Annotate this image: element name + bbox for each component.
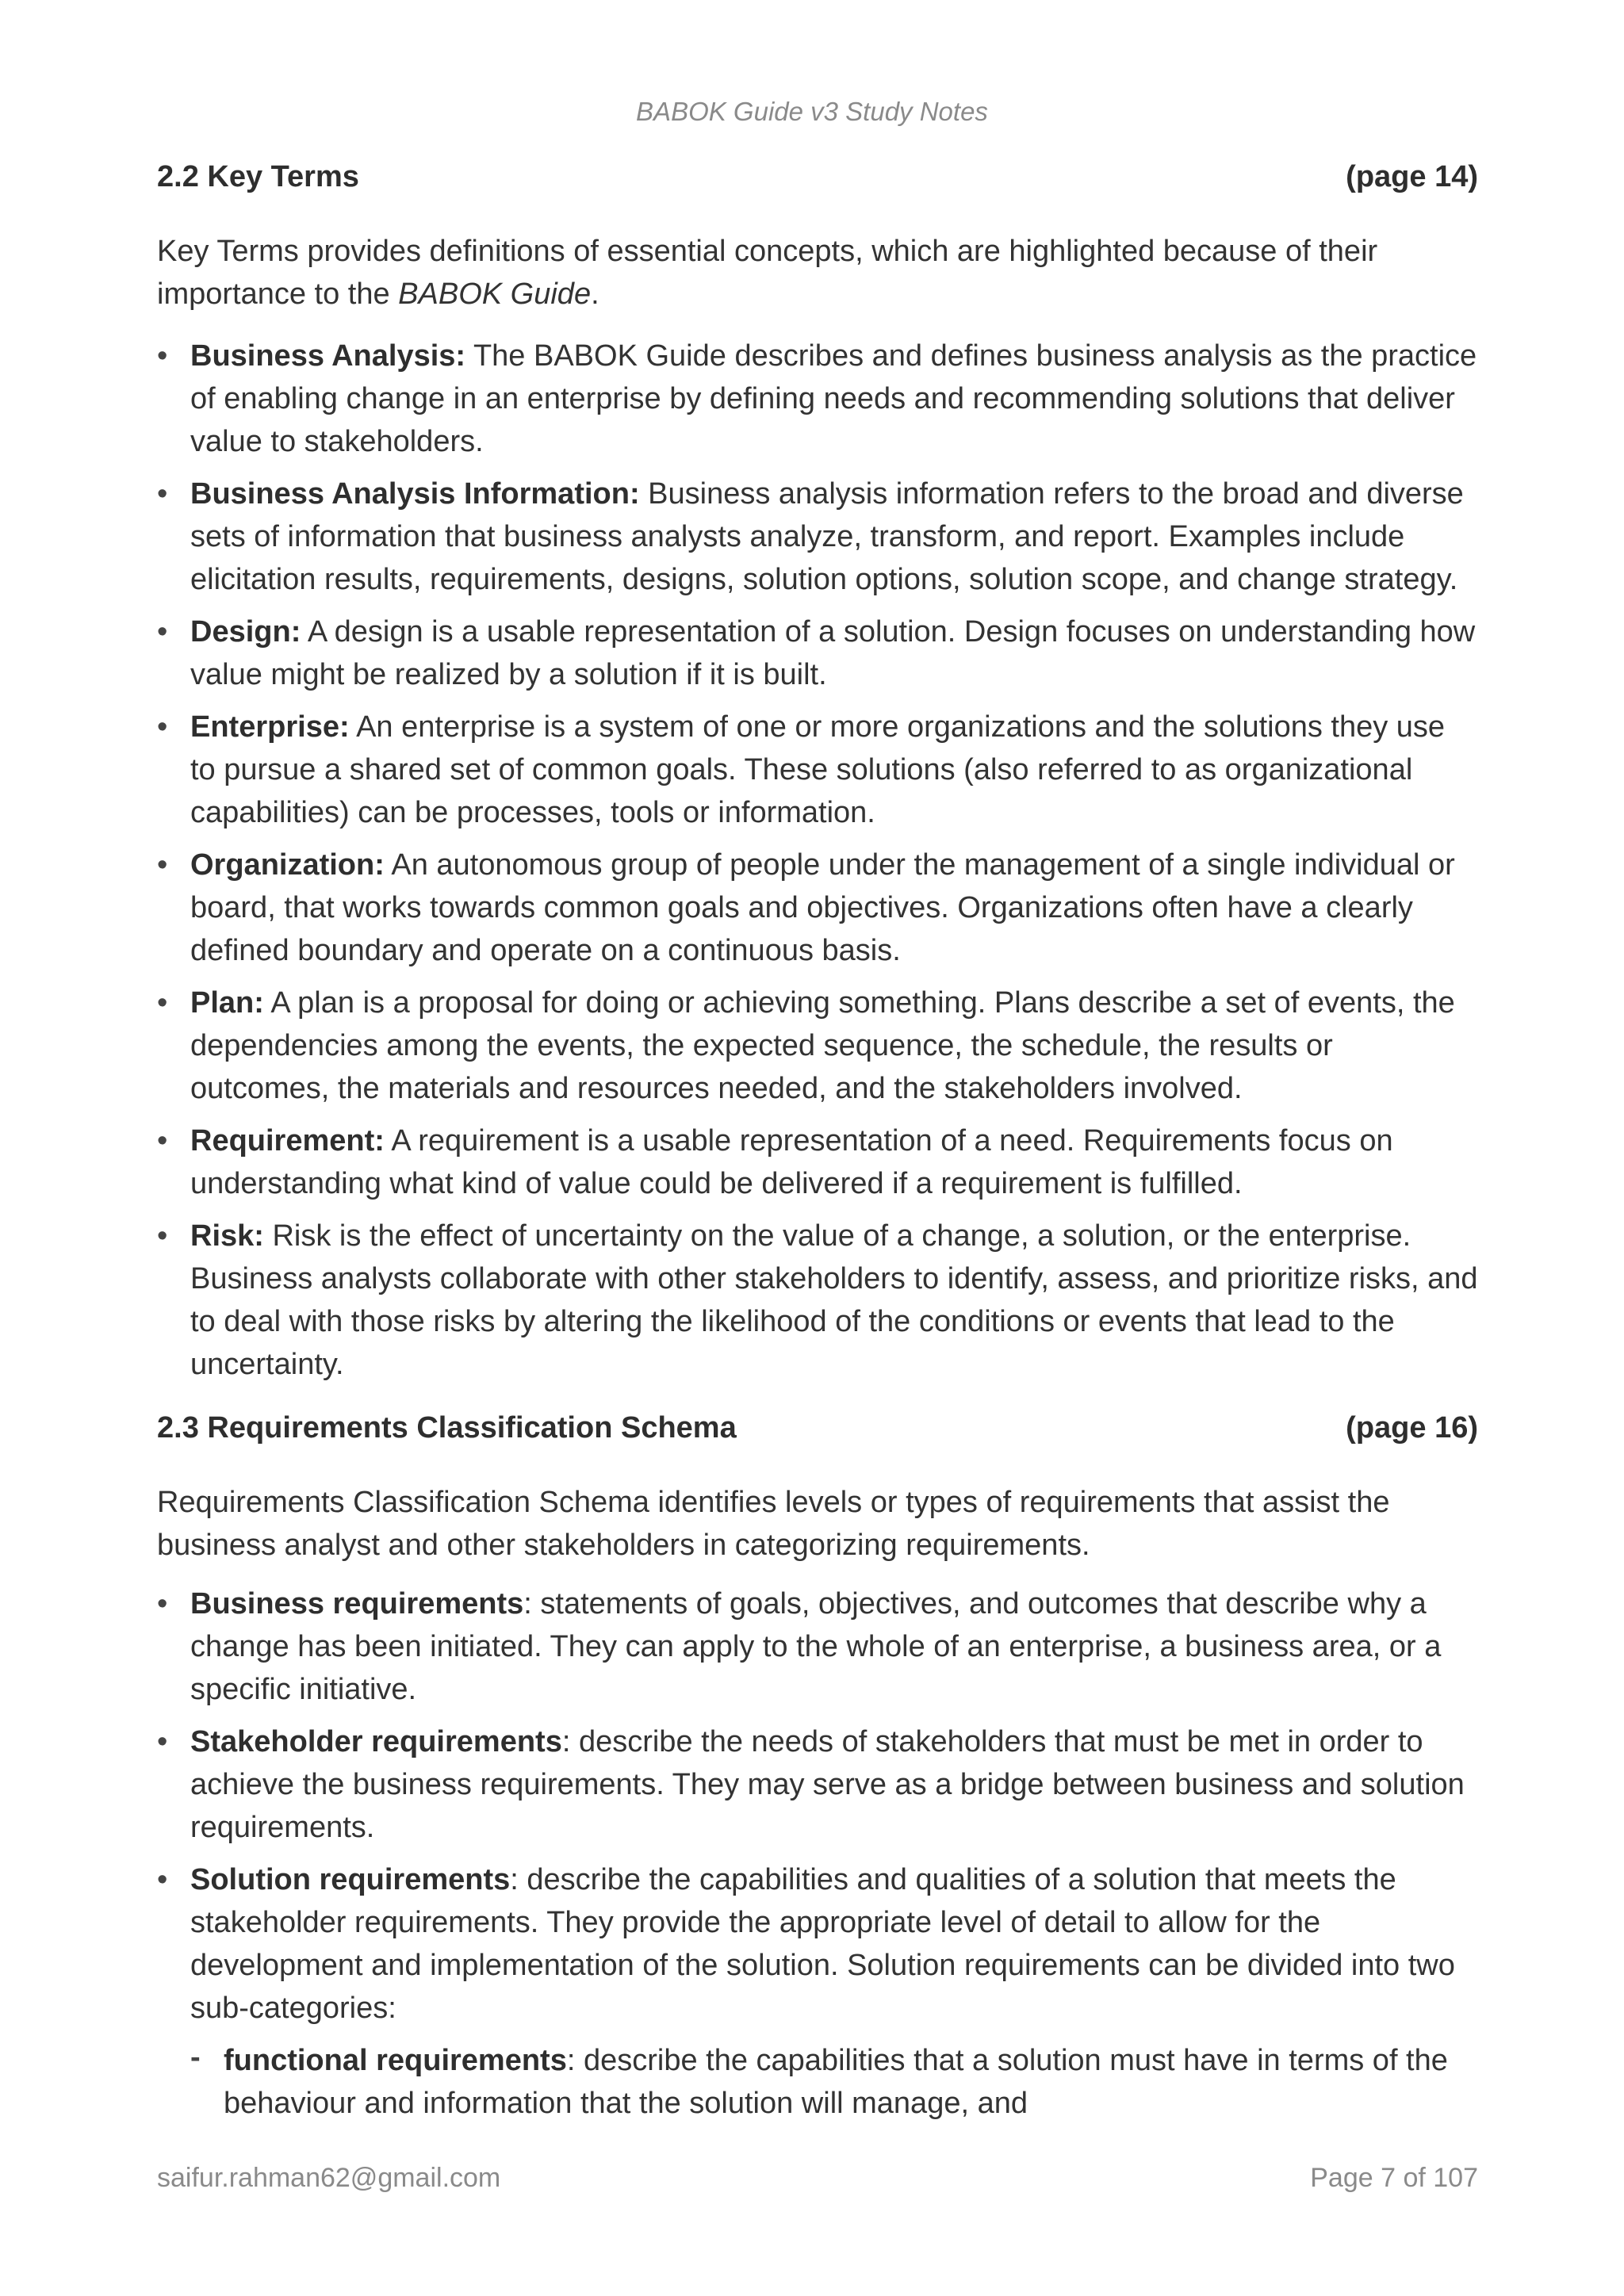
- section-page-ref: (page 14): [1346, 160, 1478, 193]
- footer-email: saifur.rahman62@gmail.com: [157, 2163, 501, 2193]
- page-content: [157, 155, 1478, 2125]
- list-item: [157, 335, 1478, 463]
- section-title: 2.2 Key Terms: [157, 160, 359, 193]
- list-item: [157, 610, 1478, 696]
- section-heading-key-terms: [157, 155, 1478, 198]
- page-footer: [157, 2163, 1478, 2194]
- sub-category-list: [190, 2039, 1478, 2125]
- term-label: Business Analysis Information:: [190, 477, 640, 511]
- list-item: [157, 473, 1478, 601]
- list-item: [157, 982, 1478, 1110]
- term-label: Organization:: [190, 848, 385, 882]
- list-item: [157, 706, 1478, 834]
- term-definition: A design is a usable representation of a solution. Design focuses on understanding how value might be realized by a solution if it is built.: [190, 615, 1476, 691]
- list-item: [157, 1582, 1478, 1711]
- key-terms-list: [157, 335, 1478, 1386]
- term-label: Requirement:: [190, 1124, 385, 1158]
- term-label: Risk:: [190, 1219, 264, 1253]
- classification-list: [157, 1582, 1478, 2125]
- sub-list-item: [190, 2039, 1478, 2125]
- section-title: 2.3 Requirements Classification Schema: [157, 1411, 737, 1445]
- term-definition: : statements of goals, objectives, and outcomes that describe why a change has been initiated. They can apply to the whole of an enterprise, a business area, or a specific initiative.: [190, 1587, 1442, 1706]
- footer-page-number: Page 7 of 107: [1310, 2163, 1478, 2193]
- intro-text: Key Terms provides definitions of essential concepts, which are highlighted because of their importance to the: [157, 235, 1378, 311]
- term-label: functional requirements: [224, 2044, 567, 2077]
- term-label: Design:: [190, 615, 301, 649]
- list-item: [157, 1720, 1478, 1849]
- section-page-ref: (page 16): [1346, 1411, 1478, 1445]
- term-label: Enterprise:: [190, 710, 350, 744]
- term-label: Plan:: [190, 986, 264, 1020]
- term-definition: The BABOK Guide describes and defines business analysis as the practice of enabling change in an enterprise by defining needs and recommending solutions that deliver value to stakeholders.: [190, 339, 1477, 458]
- term-label: Business Analysis:: [190, 339, 466, 373]
- term-definition: Business analysis information refers to the broad and diverse sets of information that business analysts analyze, transform, and report. Examples include elicitation results, requirements, designs, solution options, solution scope, and change strategy.: [190, 477, 1464, 596]
- list-item: [157, 844, 1478, 972]
- term-definition: : describe the capabilities that a solution must have in terms of the behaviour and information that the solution will manage, and: [224, 2044, 1448, 2120]
- key-terms-intro: [157, 230, 1478, 316]
- term-definition: : describe the capabilities and qualities of a solution that meets the stakeholder requirements. They provide the appropriate level of detail to allow for the development and implementation of the solution. Solution requirements can be divided into two sub-categories:: [190, 1863, 1455, 2025]
- term-definition: An enterprise is a system of one or more organizations and the solutions they use to pursue a shared set of common goals. These solutions (also referred to as organizational capabilities) can be processes, tools or information.: [190, 710, 1446, 829]
- section-heading-requirements-classification: [157, 1406, 1478, 1449]
- running-header: BABOK Guide v3 Study Notes: [636, 97, 988, 126]
- term-definition: Risk is the effect of uncertainty on the value of a change, a solution, or the enterprise. Business analysts collaborate with other stakeholders to identify, assess, and prioritize risks, and to deal with those risks by altering the likelihood of the conditions or events that lead to the uncertainty.: [190, 1219, 1478, 1381]
- list-item: [157, 1215, 1478, 1386]
- term-definition: A requirement is a usable representation of a need. Requirements focus on understanding what kind of value could be delivered if a requirement is fulfilled.: [190, 1124, 1393, 1200]
- term-definition: An autonomous group of people under the management of a single individual or board, that works towards common goals and objectives. Organizations often have a clearly defined boundary and operate on a continuous basis.: [190, 848, 1455, 967]
- intro-suffix: .: [591, 277, 599, 311]
- intro-italic-title: BABOK Guide: [398, 277, 592, 311]
- term-label: Solution requirements: [190, 1863, 511, 1896]
- list-item: [157, 1858, 1478, 2125]
- list-item: [157, 1119, 1478, 1205]
- classification-intro: Requirements Classification Schema identifies levels or types of requirements that assist the business analyst and other stakeholders in categorizing requirements.: [157, 1486, 1390, 1562]
- term-label: Stakeholder requirements: [190, 1725, 562, 1758]
- term-label: Business requirements: [190, 1587, 524, 1621]
- term-definition: A plan is a proposal for doing or achieving something. Plans describe a set of events, the dependencies among the events, the expected sequence, the schedule, the results or outcomes, the materials and resources needed, and the stakeholders involved.: [190, 986, 1455, 1105]
- term-definition: : describe the needs of stakeholders that must be met in order to achieve the business requirements. They may serve as a bridge between business and solution requirements.: [190, 1725, 1465, 1844]
